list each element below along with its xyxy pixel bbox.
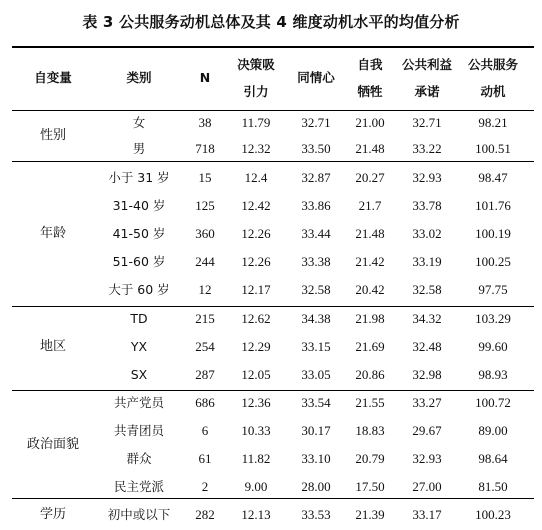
category-cell: 大于 60 岁 bbox=[108, 282, 170, 297]
compassion-cell: 33.38 bbox=[301, 254, 331, 269]
category-cell: YX bbox=[130, 339, 148, 354]
n-cell: 282 bbox=[195, 507, 215, 522]
group-name: 年龄 bbox=[39, 226, 66, 241]
header-self-sacrifice-line2: 牺牲 bbox=[357, 84, 383, 99]
public-interest-cell: 33.17 bbox=[412, 507, 442, 522]
decision-attraction-cell: 12.62 bbox=[241, 311, 271, 326]
header-decision-attraction-line2: 引力 bbox=[243, 84, 269, 99]
header-category: 类别 bbox=[126, 70, 152, 85]
category-cell: 初中或以下 bbox=[107, 507, 171, 522]
header-public-interest-line2: 承诺 bbox=[414, 84, 440, 99]
public-interest-cell: 34.32 bbox=[412, 311, 442, 326]
compassion-cell: 30.17 bbox=[301, 423, 331, 438]
self-sacrifice-cell: 21.69 bbox=[355, 339, 385, 354]
category-cell: 民主党派 bbox=[113, 479, 164, 494]
decision-attraction-cell: 12.26 bbox=[241, 226, 271, 241]
n-cell: 215 bbox=[195, 311, 215, 326]
public-interest-cell: 32.71 bbox=[412, 115, 442, 130]
category-cell: 共产党员 bbox=[113, 395, 164, 410]
self-sacrifice-cell: 20.86 bbox=[355, 367, 385, 382]
decision-attraction-cell: 12.17 bbox=[241, 282, 271, 297]
self-sacrifice-cell: 21.48 bbox=[355, 141, 385, 156]
category-cell: 共青团员 bbox=[113, 423, 164, 438]
self-sacrifice-cell: 21.98 bbox=[355, 311, 385, 326]
group-name: 性别 bbox=[39, 128, 66, 143]
group-divider bbox=[12, 390, 534, 391]
self-sacrifice-cell: 20.42 bbox=[355, 282, 385, 297]
n-cell: 254 bbox=[195, 339, 215, 354]
decision-attraction-cell: 9.00 bbox=[244, 479, 268, 494]
decision-attraction-cell: 11.82 bbox=[241, 451, 271, 466]
psm-cell: 98.21 bbox=[478, 115, 508, 130]
psm-cell: 100.25 bbox=[475, 254, 511, 269]
compassion-cell: 33.05 bbox=[301, 367, 331, 382]
group-name: 地区 bbox=[39, 339, 66, 354]
decision-attraction-cell: 12.13 bbox=[241, 507, 271, 522]
self-sacrifice-cell: 21.39 bbox=[355, 507, 385, 522]
n-cell: 38 bbox=[198, 115, 212, 130]
self-sacrifice-cell: 17.50 bbox=[355, 479, 385, 494]
group-name: 政治面貌 bbox=[26, 437, 79, 452]
public-interest-cell: 33.27 bbox=[412, 395, 442, 410]
n-cell: 6 bbox=[201, 423, 209, 438]
n-cell: 12 bbox=[198, 282, 212, 297]
category-cell: 31-40 岁 bbox=[112, 198, 166, 213]
decision-attraction-cell: 12.4 bbox=[244, 170, 268, 185]
self-sacrifice-cell: 21.48 bbox=[355, 226, 385, 241]
decision-attraction-cell: 12.05 bbox=[241, 367, 271, 382]
public-interest-cell: 33.22 bbox=[412, 141, 442, 156]
n-cell: 125 bbox=[195, 198, 215, 213]
self-sacrifice-cell: 21.7 bbox=[358, 198, 382, 213]
category-cell: TD bbox=[130, 311, 148, 326]
self-sacrifice-cell: 21.00 bbox=[355, 115, 385, 130]
psm-cell: 103.29 bbox=[475, 311, 511, 326]
self-sacrifice-cell: 21.42 bbox=[355, 254, 385, 269]
header-independent-variable: 自变量 bbox=[34, 70, 72, 85]
compassion-cell: 33.44 bbox=[301, 226, 331, 241]
category-cell: 群众 bbox=[126, 451, 152, 466]
compassion-cell: 32.58 bbox=[301, 282, 331, 297]
public-interest-cell: 32.98 bbox=[412, 367, 442, 382]
category-cell: 小于 31 岁 bbox=[108, 170, 170, 185]
decision-attraction-cell: 12.29 bbox=[241, 339, 271, 354]
decision-attraction-cell: 12.26 bbox=[241, 254, 271, 269]
group-name: 学历 bbox=[39, 507, 66, 522]
header-compassion: 同情心 bbox=[297, 70, 335, 85]
public-interest-cell: 32.48 bbox=[412, 339, 442, 354]
header-psm-line2: 动机 bbox=[480, 84, 506, 99]
header-self-sacrifice-line1: 自我 bbox=[357, 57, 383, 72]
psm-cell: 89.00 bbox=[478, 423, 508, 438]
n-cell: 244 bbox=[195, 254, 215, 269]
category-cell: 男 bbox=[132, 141, 146, 156]
compassion-cell: 32.71 bbox=[301, 115, 331, 130]
compassion-cell: 33.86 bbox=[301, 198, 331, 213]
psm-cell: 97.75 bbox=[478, 282, 508, 297]
decision-attraction-cell: 12.36 bbox=[241, 395, 271, 410]
n-cell: 15 bbox=[198, 170, 212, 185]
psm-cell: 101.76 bbox=[475, 198, 511, 213]
public-interest-cell: 32.93 bbox=[412, 451, 442, 466]
public-interest-cell: 32.58 bbox=[412, 282, 442, 297]
header-public-interest-line1: 公共利益 bbox=[401, 57, 452, 72]
compassion-cell: 33.50 bbox=[301, 141, 331, 156]
psm-cell: 100.72 bbox=[475, 395, 511, 410]
self-sacrifice-cell: 21.55 bbox=[355, 395, 385, 410]
n-cell: 686 bbox=[195, 395, 215, 410]
group-divider bbox=[12, 306, 534, 307]
compassion-cell: 33.10 bbox=[301, 451, 331, 466]
public-interest-cell: 33.02 bbox=[412, 226, 442, 241]
n-cell: 61 bbox=[198, 451, 212, 466]
decision-attraction-cell: 11.79 bbox=[241, 115, 271, 130]
psm-cell: 98.64 bbox=[478, 451, 508, 466]
psm-cell: 81.50 bbox=[478, 479, 508, 494]
psm-cell: 99.60 bbox=[478, 339, 508, 354]
compassion-cell: 33.53 bbox=[301, 507, 331, 522]
decision-attraction-cell: 12.32 bbox=[241, 141, 271, 156]
header-n: N bbox=[199, 70, 211, 85]
decision-attraction-cell: 12.42 bbox=[241, 198, 271, 213]
compassion-cell: 33.54 bbox=[301, 395, 331, 410]
public-interest-cell: 33.78 bbox=[412, 198, 442, 213]
compassion-cell: 32.87 bbox=[301, 170, 331, 185]
public-interest-cell: 32.93 bbox=[412, 170, 442, 185]
psm-cell: 100.23 bbox=[475, 507, 511, 522]
category-cell: SX bbox=[130, 367, 148, 382]
public-interest-cell: 27.00 bbox=[412, 479, 442, 494]
public-interest-cell: 29.67 bbox=[412, 423, 442, 438]
category-cell: 女 bbox=[132, 115, 146, 130]
top-rule bbox=[12, 46, 534, 48]
category-cell: 41-50 岁 bbox=[112, 226, 166, 241]
self-sacrifice-cell: 18.83 bbox=[355, 423, 385, 438]
public-interest-cell: 33.19 bbox=[412, 254, 442, 269]
compassion-cell: 28.00 bbox=[301, 479, 331, 494]
psm-cell: 100.51 bbox=[475, 141, 511, 156]
decision-attraction-cell: 10.33 bbox=[241, 423, 271, 438]
category-cell: 51-60 岁 bbox=[112, 254, 166, 269]
n-cell: 287 bbox=[195, 367, 215, 382]
psm-cell: 100.19 bbox=[475, 226, 511, 241]
group-divider bbox=[12, 498, 534, 499]
self-sacrifice-cell: 20.27 bbox=[355, 170, 385, 185]
header-decision-attraction-line1: 决策吸 bbox=[237, 57, 275, 72]
n-cell: 718 bbox=[195, 141, 215, 156]
psm-cell: 98.47 bbox=[478, 170, 508, 185]
compassion-cell: 33.15 bbox=[301, 339, 331, 354]
group-divider bbox=[12, 161, 534, 162]
header-psm-line1: 公共服务 bbox=[467, 57, 518, 72]
self-sacrifice-cell: 20.79 bbox=[355, 451, 385, 466]
psm-cell: 98.93 bbox=[478, 367, 508, 382]
header-rule bbox=[12, 110, 534, 111]
n-cell: 2 bbox=[201, 479, 209, 494]
table-title: 表 3 公共服务动机总体及其 4 维度动机水平的均值分析 bbox=[82, 13, 460, 31]
compassion-cell: 34.38 bbox=[301, 311, 331, 326]
n-cell: 360 bbox=[195, 226, 215, 241]
